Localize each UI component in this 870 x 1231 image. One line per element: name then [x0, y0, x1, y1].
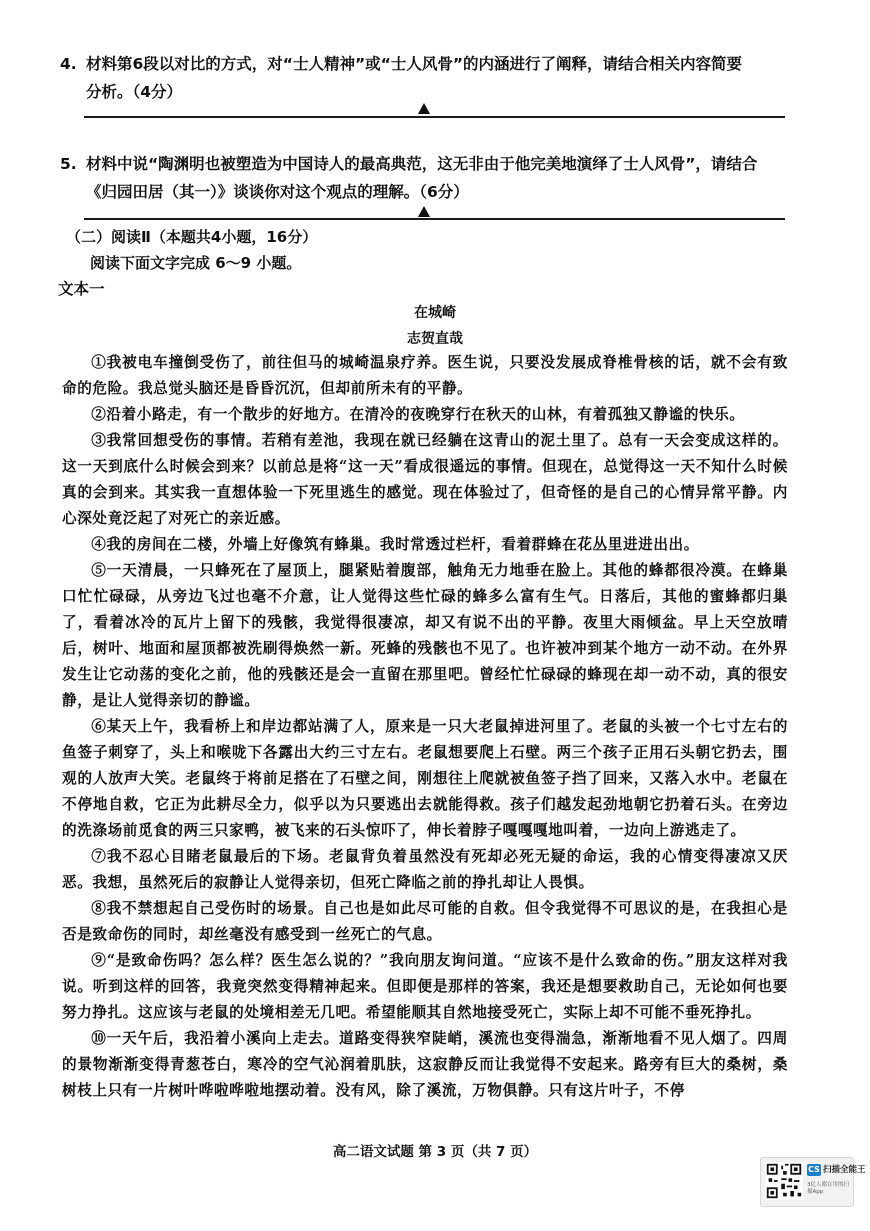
question-text-line2: 《归园田居（其一）》谈谈你对这个观点的理解。（6分） [86, 183, 469, 201]
question-text-line1: 材料第6段以对比的方式，对“士人精神”或“士人风骨”的内涵进行了阐释，请结合相关内容简要 [86, 55, 743, 73]
paragraph-8: ⑧我不禁想起自己受伤时的场景。自己也是如此尽可能的自救。但令我觉得不可思议的是，在我担心是否是致命伤的同时，却丝毫没有感受到一丝死亡的气息。 [62, 900, 788, 943]
paragraph-7: ⑦我不忍心目睹老鼠最后的下场。老鼠背负着虽然没有死却必死无疑的命运，我的心情变得凄凉又厌恶。我想，虽然死后的寂静让人觉得亲切，但死亡降临之前的挣扎却让人畏惧。 [62, 848, 788, 891]
section-instruction: 阅读下面文字完成 6～9 小题。 [90, 254, 302, 272]
answer-line [84, 218, 785, 220]
question-text-line2: 分析。（4分） [86, 83, 183, 101]
text-label: 文本一 [58, 280, 105, 298]
paragraph-2: ②沿着小路走，有一个散步的好地方。在清冷的夜晚穿行在秋天的山林，有着孤独又静谧的快乐。 [91, 406, 745, 423]
question-4 [60, 50, 800, 106]
article-body [62, 350, 788, 1104]
page-footer: 高二语文试题 第 3 页（共 7 页） [332, 1144, 538, 1160]
paragraph-5: ⑤一天清晨，一只蜂死在了屋顶上，腿紧贴着腹部，触角无力地垂在脸上。其他的蜂都很冷漠。在蜂巢口忙忙碌碌，从旁边飞过也毫不介意，让人觉得这些忙碌的蜂多么富有生气。日落后，其他的蜜蜂都归巢了，看着冰冷的瓦片上留下的残骸，我觉得很凄凉，却又有说不出的平静。夜里大雨倾盆。早上天空放晴后，树叶、地面和屋顶都被洗刷得焕然一新。死蜂的残骸也不见了。也许被冲到某个地方一动不动。在外界发生让它动荡的变化之前，他的残骸还是会一直留在那里吧。曾经忙忙碌碌的蜂现在却一动不动，真的很安静，是让人觉得亲切的静谧。 [62, 562, 788, 709]
question-number: 5. [60, 155, 77, 173]
answer-triangle-icon [418, 103, 430, 114]
qr-code-icon [765, 1162, 803, 1200]
question-number: 4. [60, 55, 77, 73]
scanner-watermark-badge [760, 1157, 866, 1207]
question-5 [60, 150, 800, 206]
answer-line [84, 116, 785, 118]
paragraph-1: ①我被电车撞倒受伤了，前往但马的城崎温泉疗养。医生说，只要没发展成脊椎骨核的话，就不会有致命的危险。我总觉头脑还是昏昏沉沉，但却前所未有的平静。 [62, 354, 788, 397]
paragraph-3: ③我常回想受伤的事情。若稍有差池，我现在就已经躺在这青山的泥土里了。总有一天会变成这样的。这一天到底什么时候会到来？以前总是将“这一天”看成很遥远的事情。但现在，总觉得这一天不知什么时候真的会到来。其实我一直想体验一下死里逃生的感觉。现在体验过了，但奇怪的是自己的心情异常平静。内心深处竟泛起了对死亡的亲近感。 [62, 432, 788, 527]
badge-title: 扫描全能王 [823, 1165, 866, 1175]
question-text-line1: 材料中说“陶渊明也被塑造为中国诗人的最高典范，这无非由于他完美地演绎了士人风骨”，请结合 [86, 155, 758, 173]
paragraph-4: ④我的房间在二楼，外墙上好像筑有蜂巢。我时常透过栏杆，看着群蜂在花丛里进进出出。 [91, 536, 699, 553]
paragraph-9: ⑨“是致命伤吗？怎么样？医生怎么说的？”我向朋友询问道。“应该不是什么致命的伤。”朋友这样对我说。听到这样的回答，我竟突然变得精神起来。但即便是那样的答案，我还是想要救助自己，无论如何也要努力挣扎。这应该与老鼠的处境相差无几吧。希望能顺其自然地接受死亡，实际上却不可能不垂死挣扎。 [62, 952, 788, 1021]
article-author: 志贺直哉 [407, 331, 463, 347]
article-title: 在城崎 [414, 305, 456, 321]
paragraph-6: ⑥某天上午，我看桥上和岸边都站满了人，原来是一只大老鼠掉进河里了。老鼠的头被一个七寸左右的鱼签子刺穿了，头上和喉咙下各露出大约三寸左右。老鼠想要爬上石壁。两三个孩子正用石头朝它扔去，围观的人放声大笑。老鼠终于将前足搭在了石壁之间，刚想往上爬就被鱼签子挡了回来，又落入水中。老鼠在不停地自救，它正为此耕尽全力，似乎以为只要逃出去就能得救。孩子们越发起劲地朝它扔着石头。在旁边的洗涤场前觅食的两三只家鸭，被飞来的石头惊吓了，伸长着脖子嘎嘎嘎地叫着，一边向上游逃走了。 [62, 718, 788, 839]
paragraph-10: ⑩一天午后，我沿着小溪向上走去。道路变得狭窄陡峭，溪流也变得湍急，渐渐地看不见人烟了。四周的景物渐渐变得青葱苍白，寒冷的空气沁润着肌肤，这寂静反而让我觉得不安起来。路旁有巨大的桑树，桑树枝上只有一片树叶哗啦哗啦地摆动着。没有风，除了溪流，万物俱静。只有这片叶子，不停 [62, 1030, 788, 1099]
answer-triangle-icon [418, 206, 430, 217]
badge-subtitle: 3亿人都在用的扫描App [807, 1182, 849, 1195]
camscanner-logo-icon: CS [808, 1165, 820, 1174]
section-heading: （二）阅读Ⅱ（本题共4小题，16分） [66, 228, 318, 246]
